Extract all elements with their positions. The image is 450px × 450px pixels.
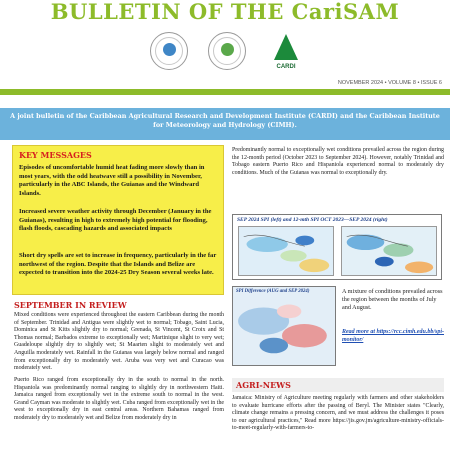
agri-news-heading: AGRI-NEWS [236, 380, 291, 390]
spi-difference-caption: SPI Difference (AUG and SEP 2024) [236, 289, 310, 294]
spi-map-12-month [341, 226, 437, 276]
agri-news-header [232, 378, 444, 392]
cardi-logo [266, 34, 306, 78]
key-message-2: Increased severe weather activity through December (January in the Guianas), resulting in high to extremely high potential for flooding, flash floods, cascading hazards and associated impacts [19, 208, 212, 232]
bulletin-title: BULLETIN OF THE CariSAM [50, 0, 400, 24]
spi-map-september [238, 226, 334, 276]
key-message-1: Episodes of uncomfortable humid heat fading more slowly than in most years, with the odd heatwave still a possibility in November, particularly in the ABC Islands, the Guianas and the Windward Islands. [19, 164, 205, 197]
masthead [0, 0, 450, 108]
cimh-logo [150, 32, 188, 70]
key-message-3: Short dry spells are set to increase in frequency, particularly in the far northwest of the region. Despite that the Islands and Belize are expected to transition into the 2024-25 Dry Season several weeks late. [19, 252, 217, 276]
issue-info: NOVEMBER 2024 • VOLUME 8 • ISSUE 6 [337, 80, 442, 86]
carisam-logo [208, 32, 246, 70]
key-messages-heading: KEY MESSAGES [19, 150, 92, 160]
twelve-month-summary: Predominantly normal to exceptionally wet conditions prevailed across the region during the 12-month period (October 2023 to September 2024). However, notably Trinidad and Tobago eastern Puerto Rico and Hispaniola experienced normal to moderately dry conditions. Much of the Guianas was normal to exceptionally dry. [232, 147, 444, 176]
september-review-text-1: Mixed conditions were experienced throughout the eastern Caribbean during the month of September. Trinidad and Antigua were slightly wet to normal; Tobago, Saint Lucia, Dominica and St Kitts slightly dry to normal; Grenada, St Vincent, St Croix and St Thomas normal; Barbados extreme to exceptionally wet; Martinique slight to very wet; Guadeloupe slightly dry to slightly wet; St Maarten slight to moderately wet and Anguilla moderately wet. Rainfall in the Guianas was largely below normal and ranged from exceptionally dry to moderately wet. Aruba was very wet and Curacao was moderately wet. [14, 312, 224, 372]
spi-maps-panel [232, 214, 442, 280]
cardi-logo-text: CARDI [276, 64, 296, 70]
key-messages-box [12, 145, 224, 295]
intro-banner [0, 108, 450, 140]
spi-monitor-link[interactable]: Read more at https://rcc.cimh.edu.bb/spi-monitor/ [342, 329, 444, 343]
spi-difference-text: A mixture of conditions prevailed across the region between the months of July and August. [342, 288, 443, 311]
spi-maps-caption: SEP 2024 SPI (left) and 12-mth SPI OCT 2023—SEP 2024 (right) [237, 217, 388, 223]
agri-news-text: Jamaica: Ministry of Agriculture meeting regularly with farmers and other stakeholders to evaluate hurricane efforts after the passing of Beryl. The Minister states "Clearly, climate change remains a pressing concern, and we must address the challenges it poses to our agricultural practices," Read more https://jis.gov.jm/agriculture-ministry-officials-to-meet-regularly-with-farmers-to- [232, 395, 444, 432]
divider [0, 89, 450, 95]
spi-difference-map [232, 286, 336, 366]
september-review-heading: SEPTEMBER IN REVIEW [14, 300, 127, 310]
banner-text: A joint bulletin of the Caribbean Agricultural Research and Development Institute (CARDI) and the Caribbean Institute for Meteorology and Hydrology (CIMH). [10, 112, 440, 129]
september-review-text-2: Puerto Rico ranged from exceptionally dry in the south to normal in the north. Hispaniola was predominantly normal ranging to slightly dry in northwestern Haiti. Jamaica ranged from exceptionally wet in the extreme south to normal in the west. Grand Cayman was moderate to slightly wet. Cuba ranged from exceptionally wet in the west to exceptionally dry in east central areas. Northern Bahamas ranged from moderately dry to moderately wet and Belize from moderately dry in [14, 377, 224, 421]
